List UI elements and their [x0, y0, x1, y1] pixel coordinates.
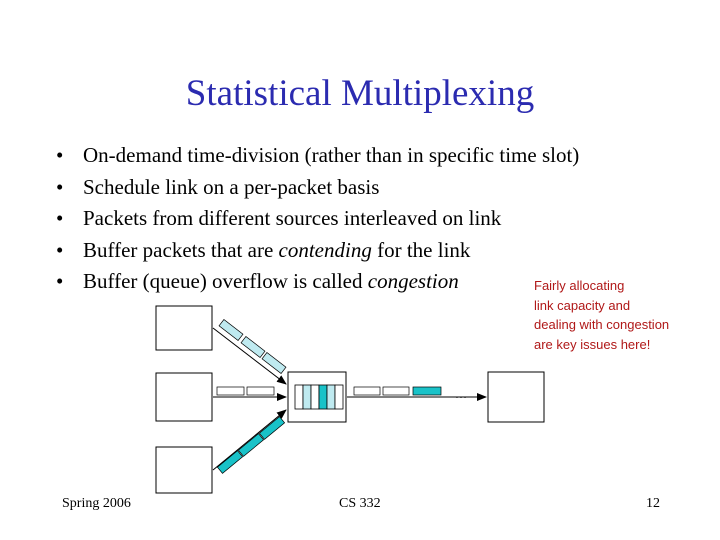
queue-packet	[311, 385, 319, 409]
packet	[383, 387, 409, 395]
packet-queue	[295, 385, 343, 409]
packet	[262, 353, 286, 374]
bullet-marker: •	[56, 206, 64, 230]
bullet-marker: •	[56, 174, 64, 199]
source-host-box	[156, 306, 212, 350]
bullet-text: Schedule link on a per-packet basis	[83, 174, 380, 199]
source-host-box	[156, 373, 212, 421]
bullet-marker: •	[56, 237, 64, 262]
packet	[238, 434, 263, 457]
footer-page-number: 12	[646, 496, 660, 511]
footer-date: Spring 2006	[62, 496, 131, 511]
side-note-line: are key issues here!	[534, 336, 651, 352]
bullet-text: for the link	[371, 237, 471, 262]
packets-middle-link	[217, 387, 274, 395]
bullet-text: Buffer (queue) overflow is called	[83, 269, 368, 293]
bullet-text: Packets from different sources interleaved on link	[83, 206, 502, 230]
queue-packet	[319, 385, 327, 409]
packet	[413, 387, 441, 395]
queue-packet	[303, 385, 311, 409]
packets-top-link	[219, 320, 286, 374]
queue-packet	[335, 385, 343, 409]
source-host-box	[156, 447, 212, 493]
packet	[354, 387, 380, 395]
queue-packet	[327, 385, 335, 409]
packet	[217, 451, 242, 474]
diagram-ellipsis: …	[455, 387, 467, 401]
bullet-marker: •	[56, 269, 64, 293]
packet	[217, 387, 244, 395]
packet	[241, 337, 265, 358]
side-note-line: Fairly allocating	[534, 278, 625, 293]
side-note-line: link capacity and	[534, 297, 631, 313]
packet	[259, 417, 284, 440]
side-note-line: dealing with congestion	[534, 317, 670, 332]
packets-bottom-link	[217, 417, 284, 474]
queue-slot	[295, 385, 303, 409]
packet	[247, 387, 274, 395]
bullet-emphasis: contending	[278, 237, 372, 262]
destination-host-box	[488, 372, 544, 422]
packet	[219, 320, 243, 341]
slide-title: Statistical Multiplexing	[185, 73, 535, 114]
bullet-marker: •	[56, 143, 64, 167]
link-arrow-top	[213, 328, 286, 384]
link-arrow-bottom	[213, 410, 286, 470]
packets-output-link	[354, 387, 441, 395]
bullet-emphasis: congestion	[367, 269, 459, 293]
bullet-text: Buffer packets that are	[83, 237, 279, 262]
bullet-text: On-demand time-division (rather than in specific time slot)	[83, 143, 580, 167]
footer-course: CS 332	[339, 496, 381, 511]
